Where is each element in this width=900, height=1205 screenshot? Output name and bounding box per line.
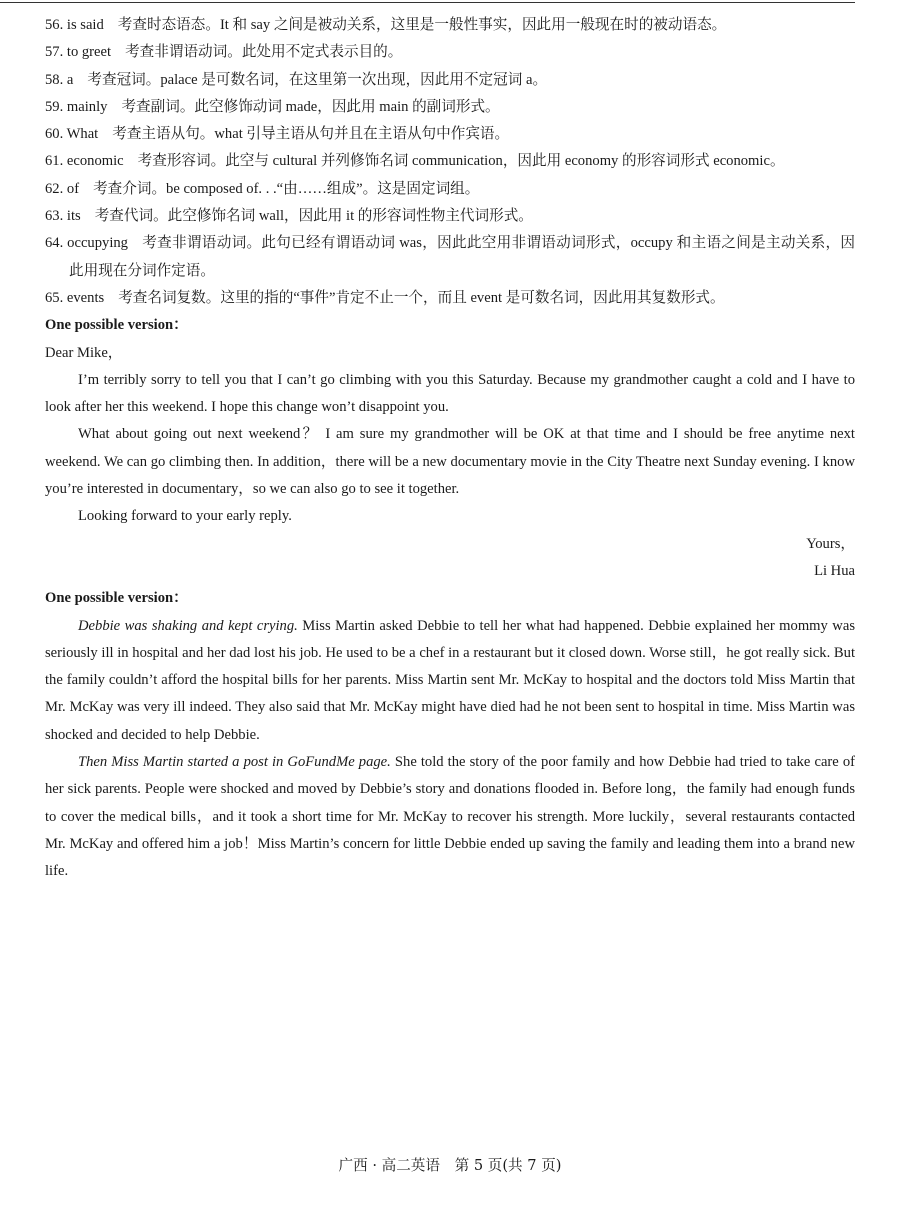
answer-item-63 [45,203,855,230]
answer-note: 考查代词。此空修饰名词 wall，因此用 it 的形容词性物主代词形式。 [94,208,533,225]
letter-paragraph-3: Looking forward to your early reply. [78,508,292,525]
answer-key-page [45,12,855,886]
answer-item-56 [45,12,855,39]
answer-item-57 [45,39,855,66]
answer-note: 考查主语从句。what 引导主语从句并且在主语从句中作宾语。 [112,126,510,143]
letter-signature: Li Hua [814,562,855,579]
answer-note: 考查非谓语动词。此处用不定式表示目的。 [125,44,403,61]
answer-note: 考查时态语态。It 和 say 之间是被动关系，这里是一般性事实，因此用一般现在时的被动语态。 [117,17,727,33]
answer-key: 60. What [45,126,99,143]
letter-heading: One possible version： [45,317,188,334]
letter-paragraph-2: What about going out next weekend？ I am sure my grandmother will be OK at that time and I should be free anytime next weekend. We can go climbing then. In addition，there will be a new documentary movie in the City Theatre next Sunday evening. I know you’re interested in documentary，so we can also go to see it together. [45,426,855,498]
answer-item-59 [45,94,855,121]
letter-paragraph-1: I’m terribly sorry to tell you that I can’t go climbing with you this Saturday. Because my grandmother caught a cold and I have to look after her this weekend. I hope this change won’t disappoint you. [45,371,855,416]
answer-note: 考查名词复数。这里的指的“事件”肯定不止一个，而且 event 是可数名词，因此用其复数形式。 [118,289,725,306]
answer-note: 考查冠词。palace 是可数名词，在这里第一次出现，因此用不定冠词 a。 [87,71,548,88]
answer-key: 64. occupying [45,235,128,252]
answer-key: 56. is said [45,17,104,33]
answer-key: 57. to greet [45,44,112,61]
answer-item-58 [45,67,855,94]
story-paragraph-2-lead: Then Miss Martin started a post in GoFundMe page. [78,754,391,771]
letter-salutation: Dear Mike， [45,344,123,361]
answer-item-62 [45,176,855,203]
answer-key: 63. its [45,208,81,225]
answer-note: 考查形容词。此空与 cultural 并列修饰名词 communication，因此用 economy 的形容词形式 economic。 [137,153,785,170]
answer-key: 61. economic [45,153,124,170]
answer-item-65 [45,285,855,312]
story-paragraph-2-body: She told the story of the poor family and how Debbie had tried to take care of her sick parents. People were shocked and moved by Debbie’s story and donations flooded in. Before long，the family had enough funds to cover the medical bills，and it took a short time for Mr. McKay to recover his strength. More luckily，several restaurants contacted Mr. McKay and offered him a job！Miss Martin’s concern for little Debbie ended up saving the family and leading them into a brand new life. [45,754,856,880]
page-footer: 广西 · 高二英语 第 5 页(共 7 页) [338,1157,562,1174]
story-paragraph-1-lead: Debbie was shaking and kept crying. [78,617,298,634]
story-paragraph-1 [45,613,855,749]
story-heading: One possible version： [45,590,188,607]
answer-note: 考查介词。be composed of. . .“由……组成”。这是固定词组。 [93,180,480,197]
story-paragraph-2 [45,749,855,885]
answer-item-64 [45,230,855,285]
answer-note: 考查非谓语动词。此句已经有谓语动词 was，因此此空用非谓语动词形式，occupy 和主语之间是主动关系，因此用现在分词作定语。 [69,235,856,279]
answer-key: 65. events [45,289,105,306]
answer-item-61 [45,148,855,175]
letter-closing: Yours， [806,535,855,552]
answer-item-60 [45,121,855,148]
top-divider [0,2,855,3]
answer-key: 58. a [45,71,74,88]
story-paragraph-1-body: Miss Martin asked Debbie to tell her what had happened. Debbie explained her mommy was seriously ill in hospital and her dad lost his job. He used to be a chef in a restaurant but it closed down. Worse still，he got really sick. But the family couldn’t afford the hospital bills for her parents. Miss Martin sent Mr. McKay to hospital and the doctors told Miss Martin that Mr. McKay was very ill indeed. They also said that Mr. McKay might have died had he not been sent to hospital in time. Miss Martin was shocked and decided to help Debbie. [45,617,855,743]
answer-key: 59. mainly [45,98,108,115]
answer-note: 考查副词。此空修饰动词 made，因此用 main 的副词形式。 [121,98,500,115]
answer-key: 62. of [45,180,80,197]
